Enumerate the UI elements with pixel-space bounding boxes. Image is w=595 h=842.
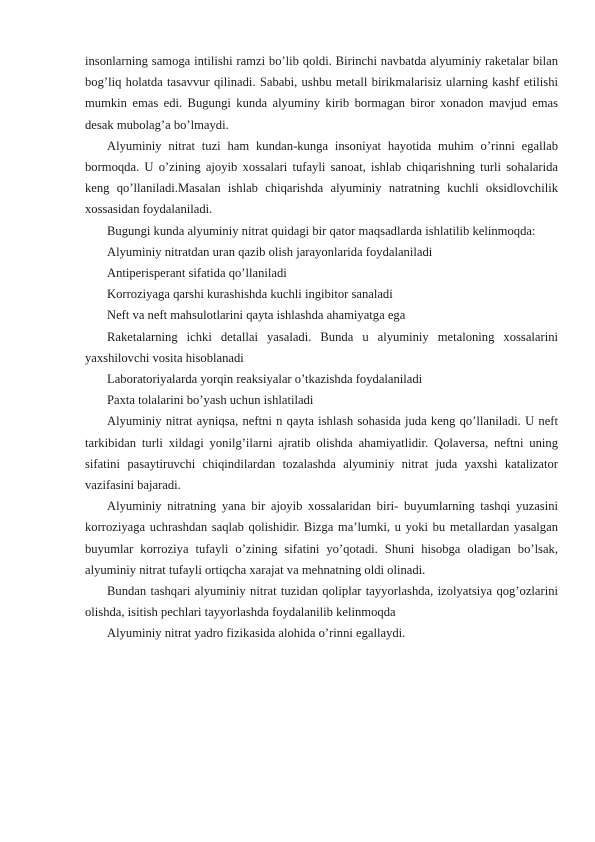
paragraph-oil-refining: Alyuminiy nitrat ayniqsa, neftni n qayta ishlash sohasida juda keng qo’llaniladi. U neft tarkibidan turli xildagi yonilg’ilarni ajratib olishda ahamiyatlidir. Qolaversa, neftni uning sifatini pasaytiruvchi chiqindilardan tozalashda alyuminiy nitrat juda yaxshi katalizator vazifasini bajaradi.	[85, 414, 558, 493]
list-item-laboratory: Laboratoriyalarda yorqin reaksiyalar o’tkazishda foydalaniladi	[107, 372, 423, 387]
list-item-cotton-dyeing: Paxta tolalarini bo’yash uchun ishlatiladi	[107, 393, 314, 408]
list-item-rocket-details: Raketalarning ichki detallai yasaladi. Bunda u alyuminiy metaloning xossalarini yaxshilovchi vosita hisoblanadi	[85, 329, 558, 365]
paragraph-uses-heading: Bugungi kunda alyuminiy nitrat quidagi bir qator maqsadlarda ishlatilib kelinmoqda:	[107, 223, 536, 238]
paragraph-intro-continued: insonlarning samoga intilishi ramzi bo’lib qoldi. Birinchi navbatda alyuminiy raketalar bilan bog’liq holatda tasavvur qilinadi. Sababi, ushbu metall birikmalarisiz ularning kashf etilishi mumkin emas edi. Bugungi kunda alyuminy kirib bormagan biror xonadon mavjud emas desak mubolag’a bo’lmaydi.	[85, 54, 558, 132]
paragraph-nuclear-physics: Alyuminiy nitrat yadro fizikasida alohida o’rinni egallaydi.	[107, 626, 406, 641]
list-item-uranium: Alyuminiy nitratdan uran qazib olish jarayonlarida foydalaniladi	[107, 244, 433, 259]
paragraph-corrosion-protection: Alyuminiy nitratning yana bir ajoyib xossalaridan biri- buyumlarning tashqi yuzasini korroziyaga uchrashdan saqlab qolishidir. Bizga ma’lumki, u yoki bu metallardan yasalgan buyumlar korroziya tufayli o’zining sifatini yo’qotadi. Shuni hisobga oladigan bo’lsak, alyuminiy nitrat tufayli ortiqcha xarajat va mehnatning oldi olinadi.	[85, 499, 558, 577]
list-item-oil-processing: Neft va neft mahsulotlarini qayta ishlashda ahamiyatga ega	[107, 308, 406, 323]
paragraph-molds-insulation: Bundan tashqari alyuminiy nitrat tuzidan qoliplar tayyorlashda, izolyatsiya qog’ozlarini olishda, isitish pechlari tayyorlashda foydalanilib kelinmoqda	[85, 584, 558, 620]
document-page	[85, 51, 558, 645]
list-item-corrosion-inhibitor: Korroziyaga qarshi kurashishda kuchli ingibitor sanaladi	[107, 287, 393, 302]
paragraph-aluminium-nitrate-role: Alyuminiy nitrat tuzi ham kundan-kunga insoniyat hayotida muhim o’rinni egallab bormoqda. U o’zining ajoyib xossalari tufayli sanoat, ishlab chiqarishning turli sohalarida keng qo’llaniladi.Masalan ishlab chiqarishda alyuminiy natratning kuchli oksidlovchilik xossasidan foydalaniladi.	[85, 138, 558, 217]
list-item-antiperspirant: Antiperisperant sifatida qo’llaniladi	[107, 266, 287, 281]
